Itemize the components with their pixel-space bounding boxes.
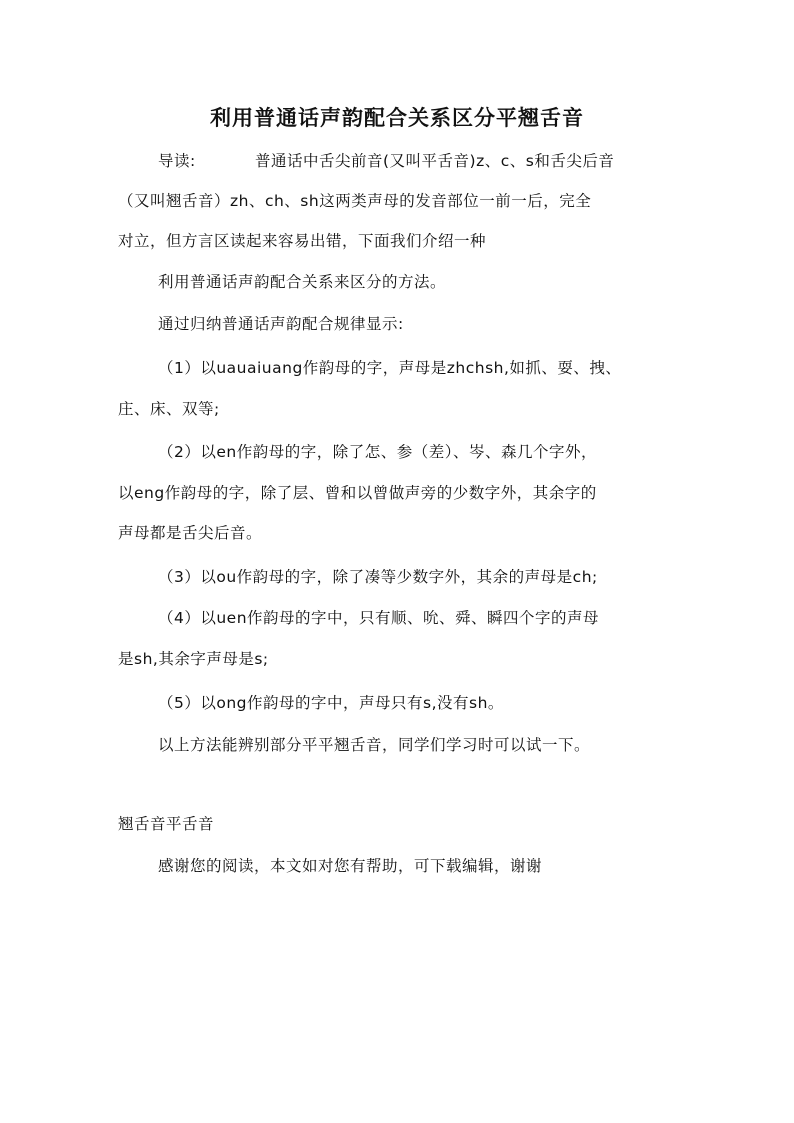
intro-label: 导读: — [158, 152, 196, 170]
rule-4-line-2: 是sh,其余字声母是s; — [118, 650, 269, 668]
rule-3: （3）以ou作韵母的字，除了凑等少数字外，其余的声母是ch; — [158, 568, 598, 586]
rules-intro: 通过归纳普通话声韵配合规律显示: — [158, 315, 404, 333]
rule-1-line-2: 庄、床、双等; — [118, 400, 220, 418]
intro-line-1 — [158, 143, 614, 179]
rule-2-line-2: 以eng作韵母的字，除了层、曾和以曾做声旁的少数字外，其余字的 — [118, 484, 597, 502]
intro-line-2: （又叫翘舌音）zh、ch、sh这两类声母的发音部位一前一后，完全 — [118, 192, 592, 210]
intro-text-1: 普通话中舌尖前音(又叫平舌音)z、c、s和舌尖后音 — [255, 152, 615, 170]
conclusion: 以上方法能辨别部分平平翘舌音，同学们学习时可以试一下。 — [158, 736, 591, 754]
method-line: 利用普通话声韵配合关系来区分的方法。 — [158, 273, 447, 291]
rule-2-line-1: （2）以en作韵母的字，除了怎、参（差）、岑、森几个字外， — [158, 443, 597, 461]
rule-1-line-1: （1）以uauaiuang作韵母的字，声母是zhchsh,如抓、耍、拽、 — [158, 359, 622, 377]
rule-5: （5）以ong作韵母的字中，声母只有s,没有sh。 — [158, 694, 504, 712]
keywords: 翘舌音平舌音 — [118, 815, 215, 833]
document-title: 利用普通话声韵配合关系区分平翘舌音 — [210, 105, 584, 130]
rule-4-line-1: （4）以uen作韵母的字中，只有顺、吮、舜、瞬四个字的声母 — [158, 609, 600, 627]
intro-line-3: 对立，但方言区读起来容易出错，下面我们介绍一种 — [118, 232, 487, 250]
thanks-note: 感谢您的阅读，本文如对您有帮助，可下载编辑，谢谢 — [158, 857, 543, 875]
rule-2-line-3: 声母都是舌尖后音。 — [118, 524, 263, 542]
